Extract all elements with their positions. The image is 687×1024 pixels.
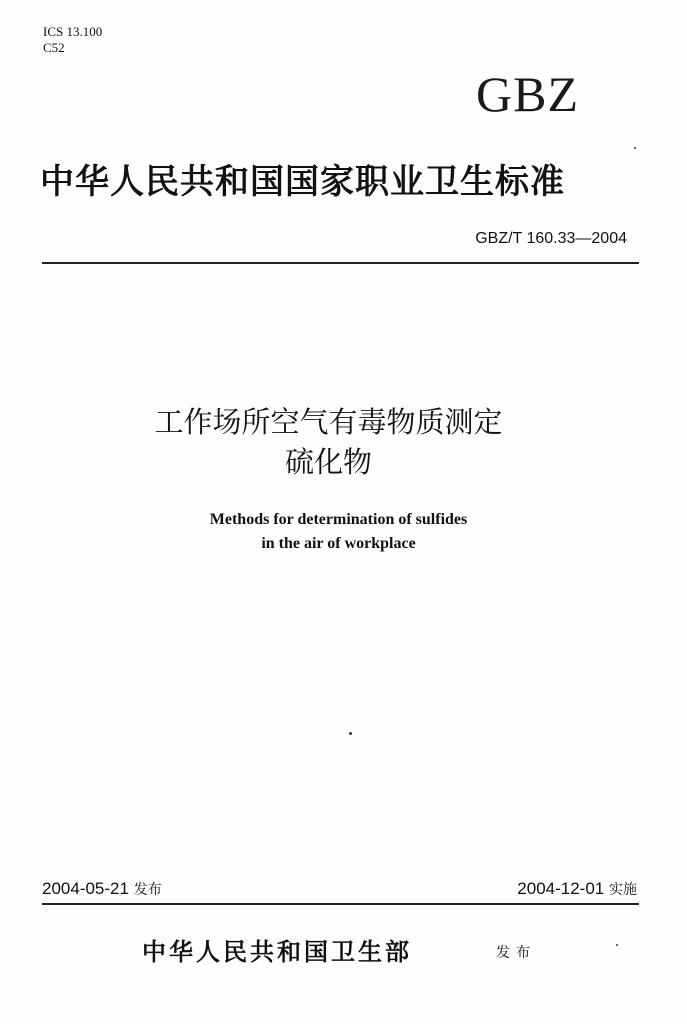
implement-date-block [517, 878, 637, 901]
document-title-cn [0, 402, 687, 482]
publisher-name: 中华人民共和国卫生部 [142, 937, 412, 966]
issue-date: 2004-05-21 [42, 879, 129, 898]
classification-codes [43, 24, 102, 56]
publish-label: 发布 [496, 945, 536, 961]
national-standard-title: 中华人民共和国国家职业卫生标准 [40, 162, 565, 202]
title-en-line-2: in the air of workplace [261, 535, 416, 552]
implement-label: 实施 [609, 882, 637, 898]
footer-divider [42, 903, 639, 905]
scan-speck [616, 944, 618, 946]
title-en-line-1: Methods for determination of sulfides [209, 511, 468, 528]
title-cn-line-2: 硫化物 [284, 445, 372, 479]
category-code: C52 [43, 40, 65, 55]
standard-mark: GBZ [476, 66, 579, 122]
ics-code: ICS 13.100 [43, 24, 103, 39]
header-divider [42, 262, 639, 264]
issue-label: 发布 [133, 882, 162, 898]
scan-speck [349, 732, 352, 735]
title-cn-line-1: 工作场所空气有毒物质测定 [154, 405, 503, 439]
document-title-en [0, 508, 687, 556]
implement-date: 2004-12-01 [517, 879, 605, 898]
scan-speck [634, 147, 636, 149]
issue-date-block [42, 878, 162, 901]
standard-number: GBZ/T 160.33—2004 [475, 230, 627, 247]
